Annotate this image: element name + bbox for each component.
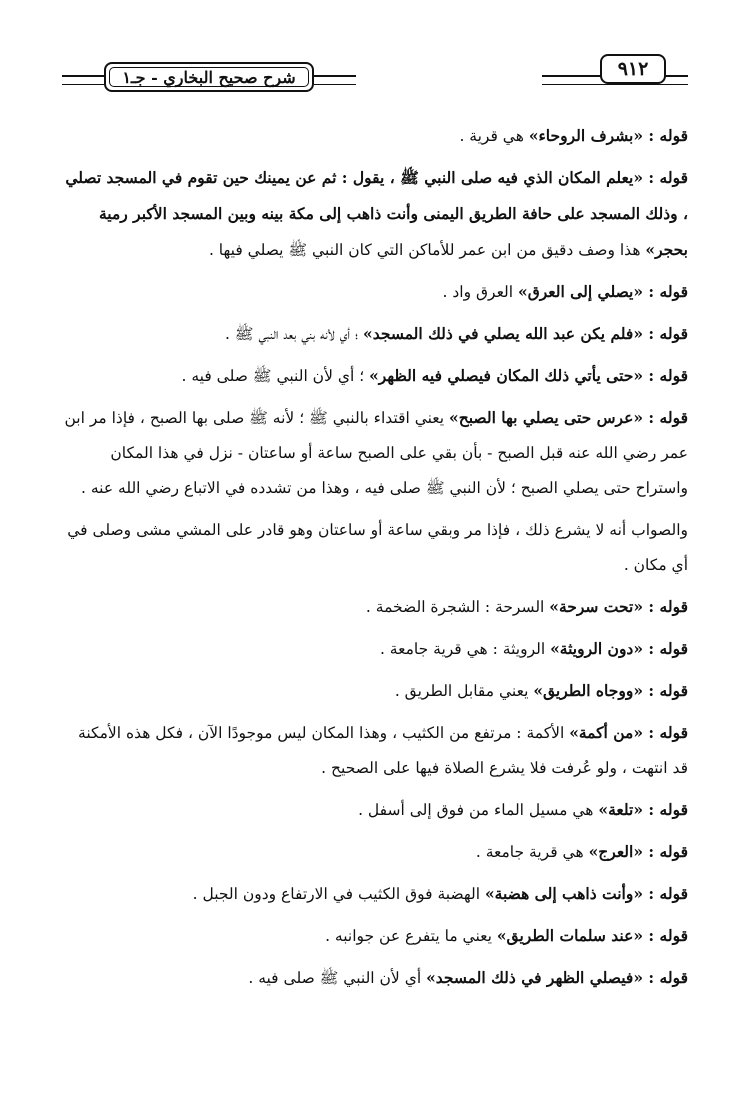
paragraph bbox=[60, 792, 688, 828]
paragraph-lead: قوله : bbox=[643, 800, 688, 819]
paragraph-quote: «ووجاه الطريق» bbox=[533, 681, 644, 700]
paragraph-lead: قوله : bbox=[643, 408, 688, 427]
paragraph-text: يعني ما يتفرع عن جوانبه . bbox=[325, 927, 497, 945]
page-body bbox=[60, 118, 688, 1002]
paragraph bbox=[60, 358, 688, 394]
paragraph bbox=[60, 274, 688, 310]
paragraph-text: العرق واد . bbox=[442, 283, 519, 301]
paragraph-lead: قوله : bbox=[643, 884, 688, 903]
paragraph-quote: «تحت سرحة» bbox=[549, 597, 644, 616]
paragraph-text: ؛ أي لأنه بني بعد النبي ﷺ . bbox=[224, 325, 364, 343]
paragraph-text: يعني مقابل الطريق . bbox=[394, 682, 534, 700]
paragraph-lead: قوله : bbox=[643, 282, 688, 301]
paragraph-lead: قوله : bbox=[643, 168, 688, 187]
header-rule-left bbox=[62, 75, 104, 85]
paragraph-lead: قوله : bbox=[643, 324, 688, 343]
paragraph-quote: «فلم يكن عبد الله يصلي في ذلك المسجد» bbox=[363, 324, 644, 343]
paragraph-quote: «من أكمة» bbox=[569, 723, 644, 742]
paragraph bbox=[60, 631, 688, 667]
paragraph bbox=[60, 918, 688, 954]
paragraph-quote: «دون الرويثة» bbox=[550, 639, 644, 658]
paragraph bbox=[60, 160, 688, 268]
header-rule-middle bbox=[314, 75, 356, 85]
paragraph-quote: «يصلي إلى العرق» bbox=[518, 282, 644, 301]
paragraph-quote: «وأنت ذاهب إلى هضبة» bbox=[484, 884, 644, 903]
paragraph bbox=[60, 118, 688, 154]
page-number-box bbox=[600, 54, 666, 84]
paragraph-text: الهضبة فوق الكثيب في الارتفاع ودون الجبل . bbox=[192, 885, 485, 903]
paragraph-text: السرحة : الشجرة الضخمة . bbox=[365, 598, 550, 616]
paragraph bbox=[60, 834, 688, 870]
paragraph-quote: «فيصلي الظهر في ذلك المسجد» bbox=[426, 968, 644, 987]
paragraph-lead: قوله : bbox=[643, 126, 688, 145]
paragraph bbox=[60, 715, 688, 786]
paragraph-lead: قوله : bbox=[643, 366, 688, 385]
page-number: ٩١٢ bbox=[617, 58, 649, 80]
paragraph-text: والصواب أنه لا يشرع ذلك ، فإذا مر وبقي ساعة أو ساعتان وهو قادر على المشي مشى وصلى في أي مكان . bbox=[67, 521, 688, 574]
paragraph-quote: «حتى يأتي ذلك المكان فيصلي فيه الظهر» bbox=[369, 366, 644, 385]
paragraph bbox=[60, 589, 688, 625]
paragraph-text: الرويثة : هي قرية جامعة . bbox=[379, 640, 551, 658]
paragraph-lead: قوله : bbox=[643, 926, 688, 945]
paragraph bbox=[60, 400, 688, 506]
paragraph-lead: قوله : bbox=[643, 723, 688, 742]
paragraph-text: هذا وصف دقيق من ابن عمر للأماكن التي كان النبي ﷺ يصلي فيها . bbox=[208, 241, 646, 259]
paragraph-text: الأكمة : مرتفع من الكثيب ، وهذا المكان ليس موجودًا الآن ، فكل هذه الأمكنة قد انتهت ، ولو عُرفت فلا يشرع الصلاة فيها على الصحيح . bbox=[78, 724, 688, 777]
paragraph-lead: قوله : bbox=[643, 597, 688, 616]
header-title-box bbox=[104, 62, 314, 92]
paragraph bbox=[60, 673, 688, 709]
paragraph-text: هي قرية جامعة . bbox=[475, 843, 589, 861]
paragraph bbox=[60, 876, 688, 912]
paragraph-text: ؛ أي لأن النبي ﷺ صلى فيه . bbox=[181, 367, 370, 385]
paragraph-text: هي قرية . bbox=[459, 127, 529, 145]
paragraph-text: أي لأن النبي ﷺ صلى فيه . bbox=[248, 969, 427, 987]
paragraph-lead: قوله : bbox=[643, 639, 688, 658]
paragraph-quote: «تلعة» bbox=[598, 800, 644, 819]
paragraph-quote: «عرس حتى يصلي بها الصبح» bbox=[449, 408, 644, 427]
paragraph-quote: «العرج» bbox=[588, 842, 644, 861]
paragraph bbox=[60, 960, 688, 996]
paragraph-quote: «يعلم المكان الذي فيه صلى النبي ﷺ ، يقول : ثم عن يمينك حين تقوم في المسجد تصلي ، وذلك المسجد على حافة الطريق اليمنى وأنت ذاهب إلى مكة بينه وبين المسجد الأكبر رمية بحجر» bbox=[65, 168, 688, 259]
paragraph-lead: قوله : bbox=[643, 968, 688, 987]
paragraph-text: يعني اقتداء بالنبي ﷺ ؛ لأنه ﷺ صلى بها الصبح ، فإذا مر ابن عمر رضي الله عنه قبل الصبح - بأن بقي على الصبح ساعة أو ساعتان - نزل في هذا المكان واستراح حتى يصلي الصبح ؛ لأن النبي ﷺ صلى فيه ، وهذا من تشدده في الاتباع رضي الله عنه . bbox=[64, 409, 688, 497]
paragraph bbox=[60, 512, 688, 583]
running-header bbox=[62, 56, 688, 100]
paragraph-text: هي مسيل الماء من فوق إلى أسفل . bbox=[358, 801, 599, 819]
paragraph bbox=[60, 316, 688, 352]
header-title: شرح صحيح البخاري - جـ١ bbox=[122, 67, 296, 87]
paragraph-quote: «عند سلمات الطريق» bbox=[496, 926, 644, 945]
paragraph-quote: «بشرف الروحاء» bbox=[528, 126, 644, 145]
paragraph-lead: قوله : bbox=[643, 681, 688, 700]
paragraph-lead: قوله : bbox=[643, 842, 688, 861]
